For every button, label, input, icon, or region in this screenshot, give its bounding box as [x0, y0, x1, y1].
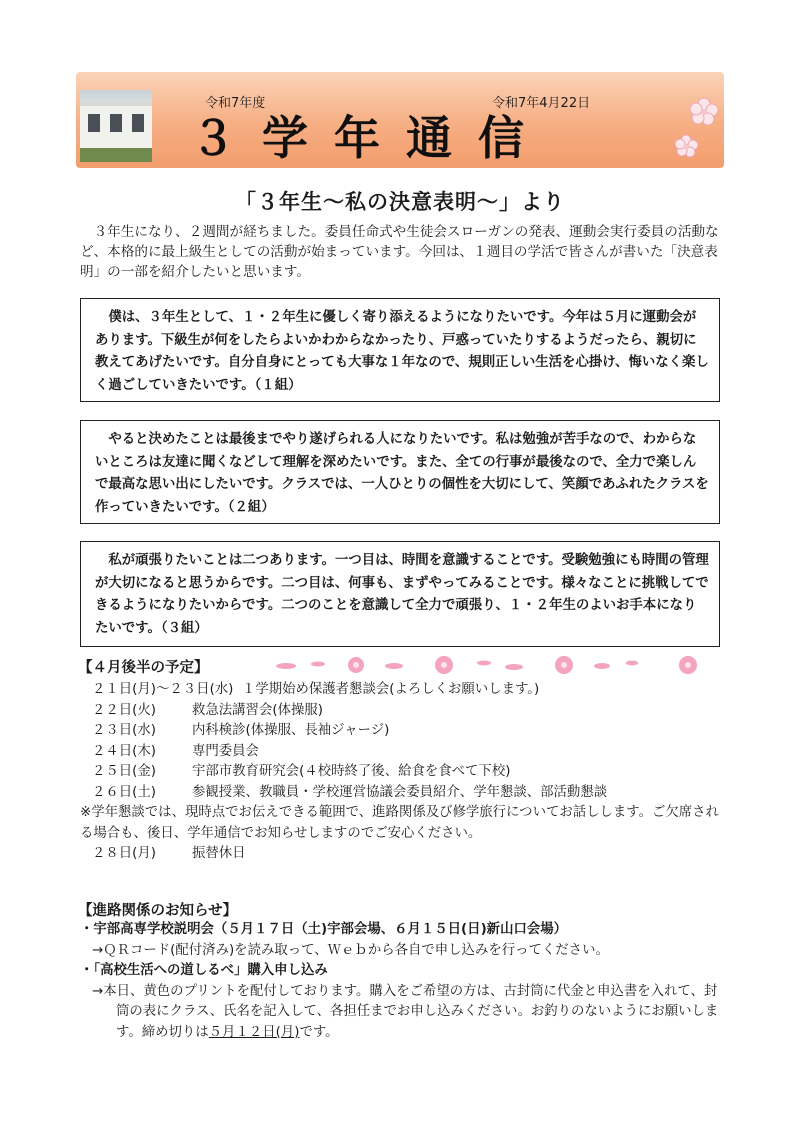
schedule-event: 内科検診(体操服、長袖ジャージ): [192, 723, 390, 738]
window-shape: [132, 114, 144, 132]
schedule-date: ２５日(金): [92, 764, 157, 779]
window-shape: [88, 114, 100, 132]
career-item-title: ・宇部高専学校説明会（５月１７日（土)宇部会場、６月１５日(日)新山口会場）: [80, 922, 568, 937]
statement-box-class-1: [80, 298, 720, 402]
schedule-event: 宇部市教育研究会(４校時終了後、給食を食べて下校): [192, 764, 511, 779]
cherry-blossom-divider-icon: [272, 654, 712, 676]
schedule-row: [80, 762, 730, 783]
schedule-event: 振替休日: [192, 846, 246, 861]
schedule-event: 救急法講習会(体操服): [192, 702, 323, 718]
career-item-body-text: →本日、黄色のプリントを配付しております。購入をご希望の方は、古封筒に代金と申込書を入れて、封筒の表にクラス、氏名を記入して、各担任までお申し込みください。お釣りのないようにお願いします。締め切りは: [92, 983, 719, 1040]
schedule-row: [80, 844, 730, 865]
schedule-row: [80, 680, 730, 701]
career-item-body: [80, 982, 730, 1044]
schedule-row: [80, 701, 730, 722]
schedule-date: ２２日(火): [92, 702, 157, 718]
career-item-body: →ＱＲコード(配付済み)を読み取って、Ｗｅｂから各自で申し込みを行ってください。: [92, 942, 609, 958]
schedule-heading: 【４月後半の予定】: [78, 660, 209, 676]
schedule-date: ２４日(木): [92, 743, 157, 759]
career-heading: 【進路関係のお知らせ】: [78, 903, 238, 919]
schedule-row: [80, 783, 730, 804]
era-year: 令和7年度: [205, 96, 266, 111]
school-building-photo: [80, 90, 152, 162]
window-shape: [110, 114, 122, 132]
schedule-note: ※学年懇談では、現時点でお伝えできる範囲で、進路関係及び修学旅行についてお話しします。ご欠席される場合も、後日、学年通信でお知らせしますのでご安心ください。: [80, 805, 719, 841]
statement-text: やると決めたことは最後までやり遂げられる人になりたいです。私は勉強が苦手なので、わからないところは友達に聞くなどして理解を深めたいです。また、全ての行事が最後なので、全力で楽しんで最高な思い出にしたいです。クラスでは、一人ひとりの個性を大切にして、笑顔であふれたクラスを作っていきたいです。: [95, 432, 709, 515]
schedule-event: 参観授業、教職員・学校運営協議会委員紹介、学年懇談、部活動懇談: [192, 784, 608, 800]
deadline-date: ５月１２日(月): [208, 1024, 300, 1040]
lawn-shape: [80, 148, 152, 162]
cherry-blossom-icon: [668, 88, 724, 168]
newsletter-title: ３学年通信: [190, 111, 550, 165]
schedule-event: 専門委員会: [192, 743, 259, 759]
statement-text: 私が頑張りたいことは二つあります。一つ目は、時間を意識することです。受験勉強にも時間の管理が大切になると思うからです。二つ目は、何事も、まずやってみることです。様々なことに挑戦してできるようになりたいからです。二つのことを意識して全力で頑張り、１・２年生のよいお手本になりたいです。: [95, 553, 709, 636]
statement-class-label: （３組）: [160, 620, 208, 636]
intro-paragraph: ３年生になり、２週間が経ちました。委員任命式や生徒会スローガンの発表、運動会実行委員の活動など、本格的に最上級生としての活動が始まっています。今回は、１週目の学活で皆さんが書いた「決意表明」の一部を紹介したいと思います。: [80, 224, 719, 280]
schedule-list: [80, 680, 730, 865]
statement-box-class-2: [80, 420, 720, 524]
statement-text: 僕は、３年生として、１・２年生に優しく寄り添えるようになりたいです。今年は５月に運動会があります。下級生が何をしたらよいかわからなかったり、戸惑っていたりするようだったら、親切に教えてあげたいです。自分自身にとっても大事な１年なので、規則正しい生活を心掛け、悔いなく楽しく過ごしていきたいです。: [95, 310, 709, 393]
section-title: 「３年生～私の決意表明～」より: [235, 190, 565, 214]
issue-date: 令和7年4月22日: [492, 96, 591, 111]
career-item-body-tail: です。: [299, 1024, 339, 1040]
schedule-row: [80, 721, 730, 742]
statement-class-label: （２組）: [227, 499, 275, 515]
statement-box-class-3: [80, 541, 720, 647]
schedule-date: ２１日(月)～２３日(水): [92, 682, 234, 697]
schedule-date: ２６日(土): [92, 784, 157, 800]
career-item-title: ・「高校生活への道しるべ」購入申し込み: [80, 963, 328, 978]
schedule-event: １学期始め保護者懇談会(よろしくお願いします。): [241, 682, 540, 697]
statement-class-label: （１組）: [254, 377, 302, 393]
schedule-row: [80, 742, 730, 763]
career-notices: [80, 920, 730, 1043]
schedule-date: ２３日(水): [92, 723, 157, 738]
schedule-date: ２８日(月): [92, 846, 157, 861]
